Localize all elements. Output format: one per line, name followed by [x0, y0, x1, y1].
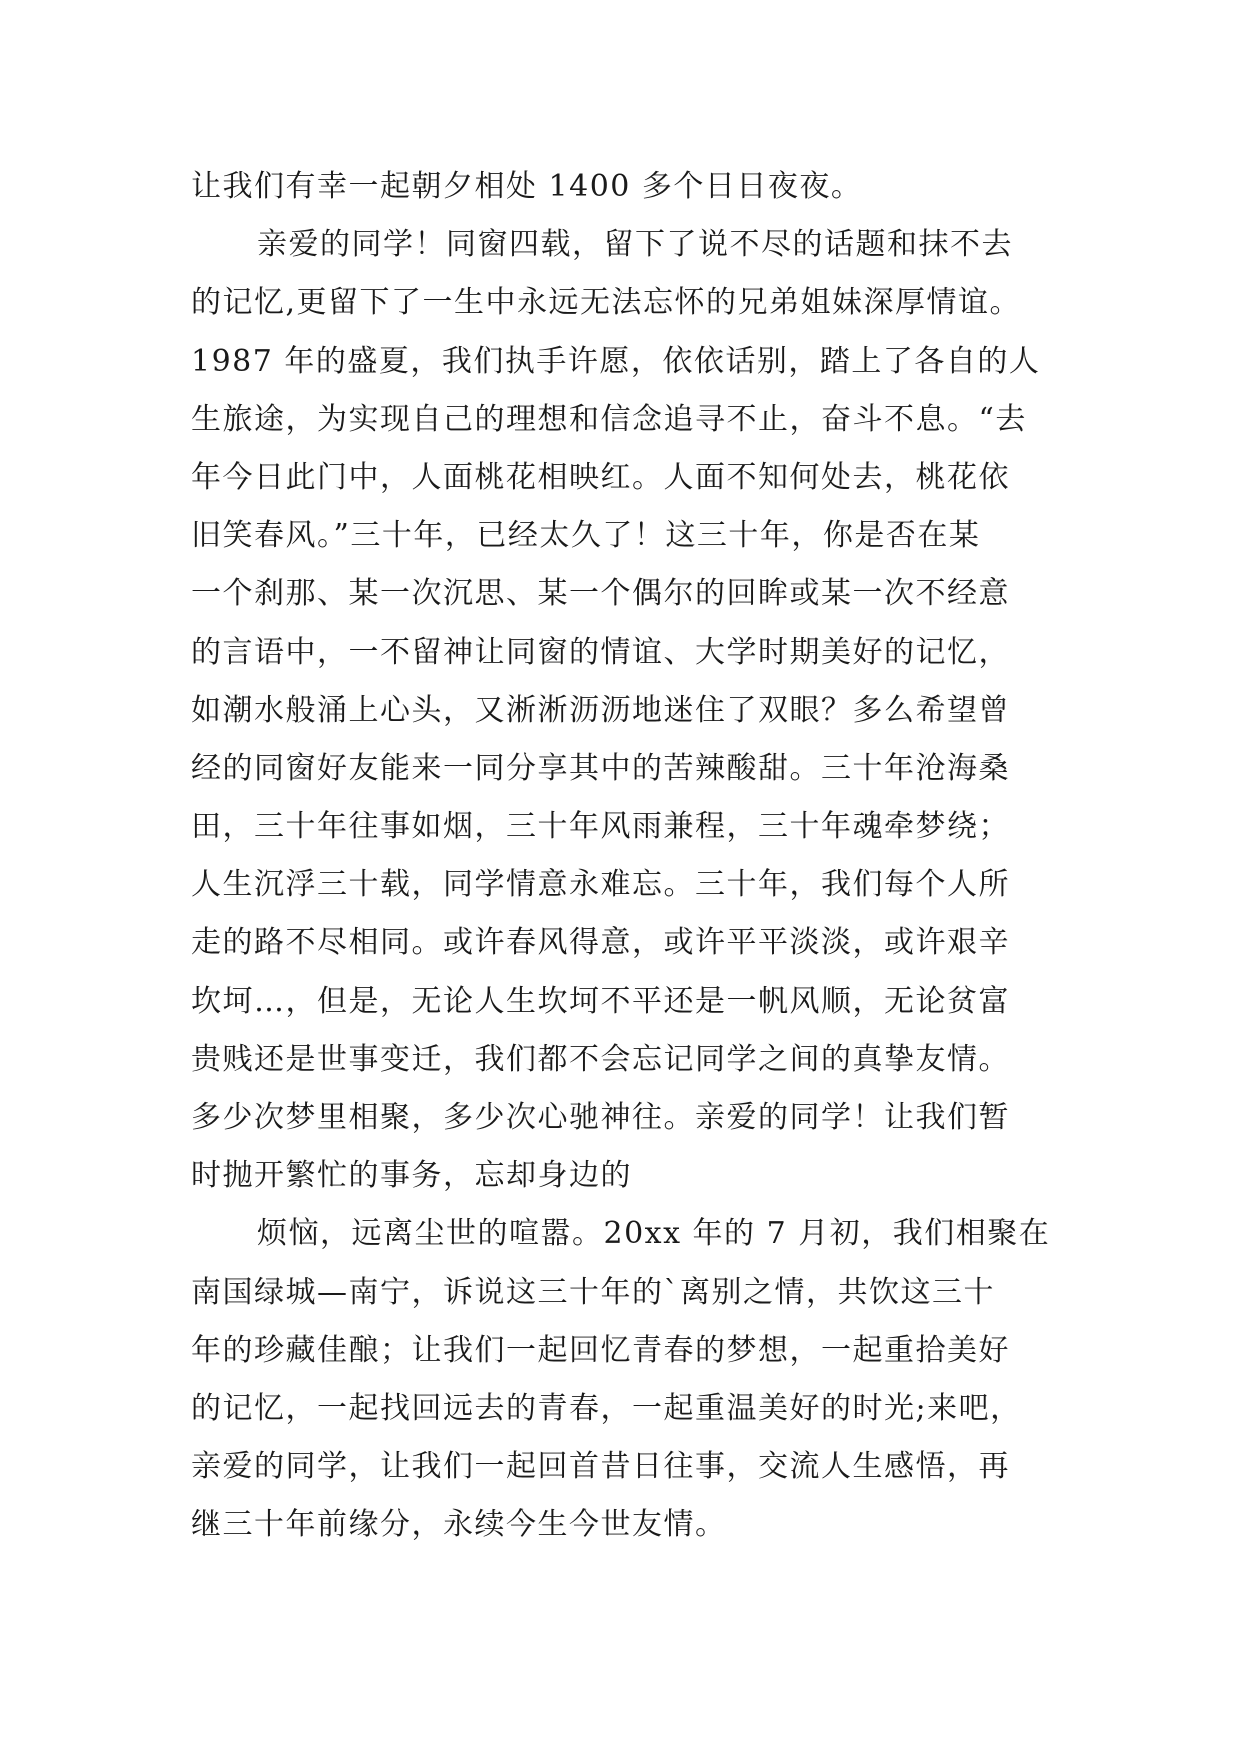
text-line: 走的路不尽相同。或许春风得意，或许平平淡淡，或许艰辛 [191, 925, 1010, 961]
text-line: 多少次梦里相聚，多少次心驰神往。亲爱的同学！让我们暂 [191, 1100, 1010, 1135]
paragraph-start-line: 亲爱的同学！同窗四载，留下了说不尽的话题和抹不去 [257, 227, 1013, 263]
text-line: 年今日此门中，人面桃花相映红。人面不知何处去，桃花依 [191, 459, 1010, 495]
text-line: 旧笑春风。”三十年，已经太久了！这三十年，你是否在某 [191, 518, 981, 554]
text-line: 时抛开繁忙的事务，忘却身边的 [191, 1158, 632, 1194]
text-line: 的记忆,更留下了一生中永远无法忘怀的兄弟姐妹深厚情谊。 [191, 285, 1022, 321]
text-line: 田，三十年往事如烟，三十年风雨兼程，三十年魂牵梦绕； [191, 809, 1010, 845]
text-line: 的言语中，一不留神让同窗的情谊、大学时期美好的记忆， [191, 634, 1010, 670]
text-line: 一个刹那、某一次沉思、某一个偶尔的回眸或某一次不经意 [191, 576, 1010, 612]
paragraph-start-line: 烦恼，远离尘世的喧嚣。20xx 年的 7 月初，我们相聚在 [257, 1216, 1051, 1252]
text-line: 让我们有幸一起朝夕相处 1400 多个日日夜夜。 [191, 169, 863, 204]
text-line: 坎坷…，但是，无论人生坎坷不平还是一帆风顺，无论贫富 [191, 983, 1010, 1019]
text-line: 的记忆，一起找回远去的青春，一起重温美好的时光;来吧， [191, 1390, 1022, 1426]
text-line: 继三十年前缘分，永续今生今世友情。 [191, 1507, 727, 1543]
body-text [191, 158, 1071, 1555]
text-line: 生旅途，为实现自己的理想和信念追寻不止，奋斗不息。“去 [191, 401, 1027, 437]
text-line: 贵贱还是世事变迁，我们都不会忘记同学之间的真挚友情。 [191, 1041, 1010, 1077]
text-line: 亲爱的同学，让我们一起回首昔日往事，交流人生感悟，再 [191, 1449, 1010, 1485]
text-line: 南国绿城—南宁，诉说这三十年的`离别之情，共饮这三十 [191, 1274, 995, 1310]
text-line: 人生沉浮三十载，同学情意永难忘。三十年，我们每个人所 [191, 867, 1010, 903]
text-line: 如潮水般涌上心头，又淅淅沥沥地迷住了双眼？多么希望曾 [191, 692, 1010, 728]
text-line: 1987 年的盛夏，我们执手许愿，依依话别，踏上了各自的人 [191, 343, 1041, 379]
text-line: 经的同窗好友能来一同分享其中的苦辣酸甜。三十年沧海桑 [191, 750, 1010, 786]
text-line: 年的珍藏佳酿；让我们一起回忆青春的梦想，一起重拾美好 [191, 1332, 1010, 1368]
